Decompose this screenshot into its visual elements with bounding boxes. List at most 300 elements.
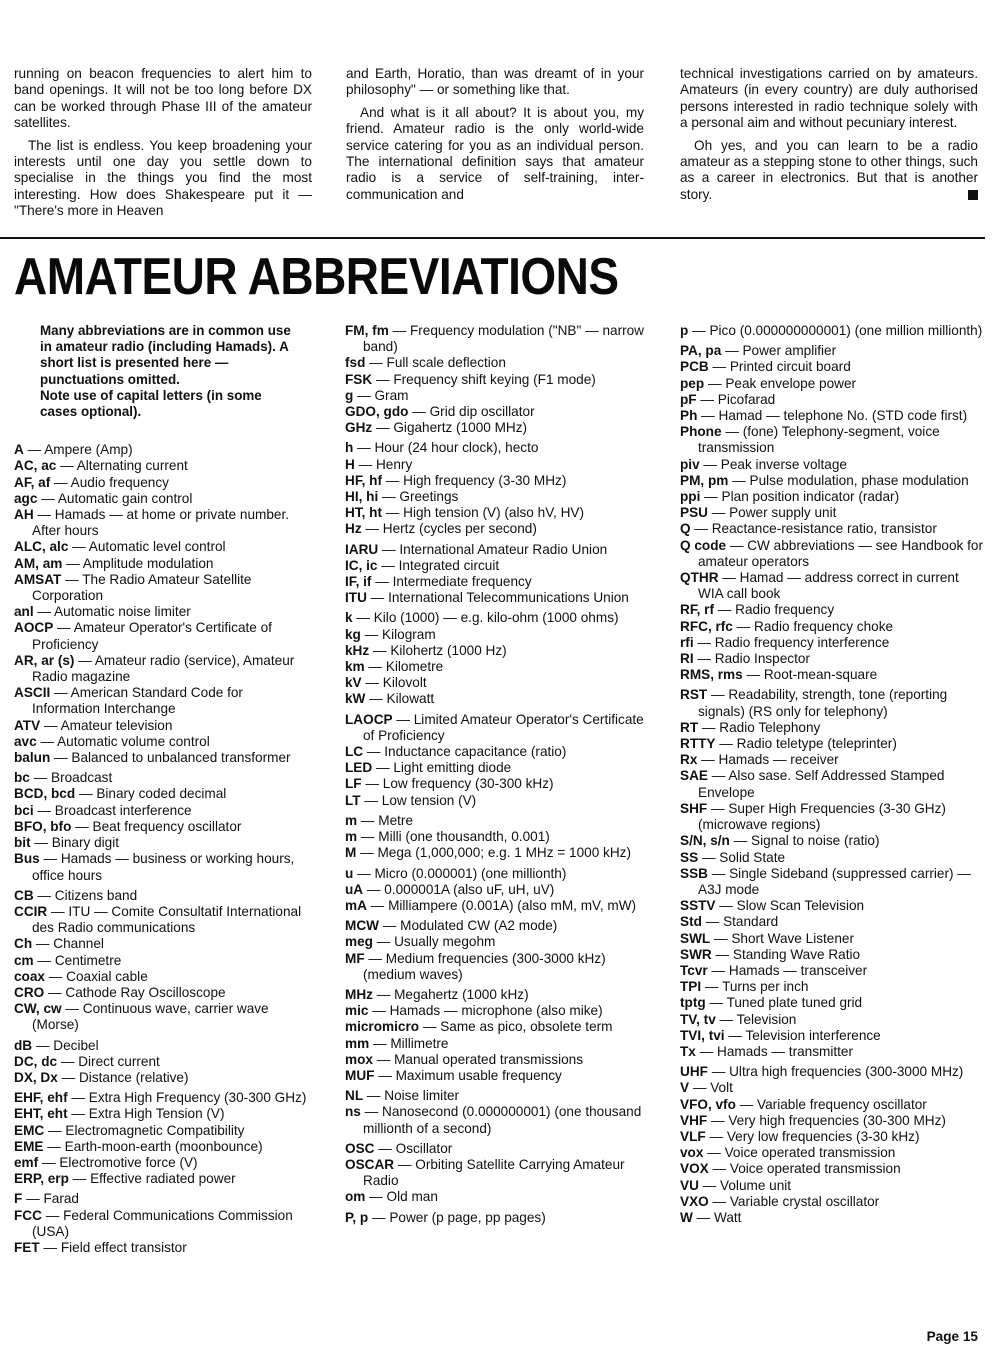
abbreviation-definition: Peak envelope power (725, 375, 857, 391)
intro-paragraph: Oh yes, and you can learn to be a radio amateur as a stepping stone to other things, such as a career in electronics. But that is another story. (680, 137, 978, 202)
entry-separator: — (53, 620, 74, 636)
abbreviation-definition: Automatic level control (88, 539, 226, 555)
abbreviation-definition: Federal Communications Commission (USA) (32, 1207, 293, 1239)
abbreviation-column-1 (14, 323, 314, 1256)
abbreviation-term: AC, ac (14, 458, 57, 474)
abbreviation-term: ASCII (14, 685, 51, 701)
abbreviation-term: BCD, bcd (14, 786, 76, 802)
abbreviation-definition: Usually megohm (394, 934, 496, 950)
abbreviation-term: agc (14, 490, 38, 506)
abbreviation-definition: Cathode Ray Oscilloscope (65, 984, 226, 1000)
abbreviation-term: LT (345, 792, 361, 808)
abbreviation-definition: Distance (relative) (78, 1069, 189, 1085)
abbreviation-definition: Power (p page, pp pages) (389, 1209, 546, 1225)
abbreviation-term: F (14, 1191, 23, 1207)
abbreviation-entry (680, 651, 985, 667)
abbreviation-definition: Radio Telephony (719, 719, 821, 735)
entry-separator: — (705, 1128, 727, 1144)
abbreviation-entry (680, 687, 985, 719)
abbreviation-entry (345, 505, 647, 521)
abbreviation-definition: Hamads — transceiver (728, 962, 868, 978)
abbreviation-entry (680, 602, 985, 618)
abbreviation-entry (345, 404, 647, 420)
abbreviation-list (14, 442, 314, 1256)
abbreviation-definition: Hamads — receiver (718, 752, 839, 768)
entry-separator: — (710, 930, 732, 946)
abbreviation-entry (14, 1054, 314, 1070)
entry-separator: — (40, 717, 61, 733)
abbreviation-term: P, p (345, 1209, 369, 1225)
abbreviation-entry (345, 489, 647, 505)
abbreviation-definition: Reactance-resistance ratio, transistor (711, 521, 937, 537)
abbreviation-term: CB (14, 887, 34, 903)
abbreviation-entry (680, 1161, 985, 1177)
abbreviation-entry (14, 1139, 314, 1155)
abbreviation-definition: Medium frequencies (300-3000 kHz) (medium waves) (363, 950, 606, 982)
abbreviation-entry (14, 1090, 314, 1106)
abbreviation-entry (345, 987, 647, 1003)
abbreviation-entry (14, 904, 314, 936)
entry-separator: — (732, 618, 755, 634)
entry-separator: — (68, 539, 89, 555)
abbreviation-definition: Super High Frequencies (3-30 GHz) (microwave regions) (698, 800, 946, 833)
abbreviation-term: LC (345, 744, 364, 760)
abbreviation-definition: Beat frequency oscillator (92, 818, 242, 834)
abbreviation-definition: High tension (V) (also hV, HV) (403, 505, 584, 521)
abbreviation-entry (14, 734, 314, 750)
abbreviation-definition: Henry (375, 456, 413, 472)
abbreviation-definition: Television interference (745, 1027, 881, 1043)
abbreviation-entry (345, 355, 647, 371)
abbreviation-term: VU (680, 1177, 699, 1193)
entry-separator: — (374, 1140, 396, 1156)
abbreviation-definition: Earth-moon-earth (moonbounce) (64, 1138, 263, 1154)
abbreviation-entry (345, 744, 647, 760)
abbreviation-entry (345, 776, 647, 792)
abbreviation-term: k (345, 610, 353, 626)
abbreviation-definition: Modulated CW (A2 mode) (400, 918, 558, 934)
abbreviation-entry (345, 898, 647, 914)
abbreviation-entry (680, 635, 985, 651)
abbreviation-entry (680, 801, 985, 833)
abbreviation-term: rfi (680, 634, 694, 650)
abbreviation-definition: Peak inverse voltage (720, 456, 847, 472)
entry-separator: — (707, 800, 729, 816)
entry-separator: — (394, 1156, 416, 1172)
abbreviation-term: SSB (680, 865, 708, 881)
abbreviation-entry (14, 936, 314, 952)
abbreviation-entry (680, 898, 985, 914)
abbreviation-entry (14, 653, 314, 685)
abbreviation-definition: Effective radiated power (90, 1171, 236, 1187)
abbreviation-definition: Low frequency (30-300 kHz) (382, 776, 554, 792)
abbreviation-entry (345, 712, 647, 744)
abbreviation-term: avc (14, 733, 37, 749)
abbreviation-term: Ph (680, 408, 698, 424)
abbreviation-term: pep (680, 375, 705, 391)
abbreviation-entry (14, 1001, 314, 1033)
abbreviation-term: PSU (680, 505, 708, 521)
abbreviation-term: EHF, ehf (14, 1090, 68, 1106)
entry-separator: — (368, 1209, 390, 1225)
entry-separator: — (711, 946, 733, 962)
entry-separator: — (354, 456, 376, 472)
abbreviation-entry (14, 888, 314, 904)
entry-separator: — (361, 776, 383, 792)
abbreviation-term: vox (680, 1145, 704, 1161)
abbreviation-term: coax (14, 968, 45, 984)
entry-separator: — (67, 1106, 89, 1122)
abbreviation-entry (680, 1044, 985, 1060)
abbreviation-term: FET (14, 1239, 40, 1255)
abbreviation-entry (345, 1068, 647, 1084)
entry-separator: — (22, 1191, 44, 1207)
abbreviation-term: pF (680, 391, 697, 407)
entry-separator: — (356, 845, 378, 861)
abbreviation-entry (14, 803, 314, 819)
entry-separator: — (708, 1161, 730, 1177)
entry-separator: — (695, 1043, 718, 1059)
entry-separator: — (708, 359, 730, 375)
entry-separator: — (715, 898, 737, 914)
entry-separator: — (715, 1011, 737, 1027)
abbreviation-term: RTTY (680, 736, 716, 752)
abbreviation-definition: Old man (386, 1189, 438, 1205)
abbreviation-entry (345, 1052, 647, 1068)
abbreviation-entry (14, 1191, 314, 1207)
abbreviation-definition: Milliampere (0.001A) (also mM, mV, mW) (388, 897, 637, 913)
abbreviation-definition: Maximum usable frequency (395, 1067, 562, 1083)
abbreviation-definition: Same as pico, obsolete term (440, 1019, 613, 1035)
abbreviation-term: CCIR (14, 903, 48, 919)
abbreviation-definition: Broadcast interference (54, 802, 192, 818)
abbreviation-term: ITU (345, 590, 367, 606)
abbreviation-definition: Very high frequencies (30-300 MHz) (728, 1112, 946, 1128)
intro-column-2 (346, 66, 644, 209)
abbreviation-definition: Nanosecond (0.000000001) (one thousand millionth of a second) (363, 1104, 642, 1136)
entry-separator: — (61, 571, 83, 587)
intro-paragraph: running on beacon frequencies to alert him to band openings. It will not be too long before DX can be worked through Phase III of the amateur satellites. (14, 66, 312, 131)
abbreviation-term: DX, Dx (14, 1069, 58, 1085)
abbreviation-definition: Coaxial cable (66, 968, 148, 984)
abbreviation-term: Bus (14, 851, 40, 867)
abbreviation-entry (680, 667, 985, 683)
abbreviation-definition: Binary coded decimal (96, 786, 227, 802)
abbreviation-entry (14, 458, 314, 474)
abbreviation-entry (680, 963, 985, 979)
abbreviation-term: Std (680, 914, 702, 930)
entry-separator: — (697, 408, 719, 424)
abbreviation-term: MHz (345, 986, 373, 1002)
entry-separator: — (50, 750, 72, 766)
abbreviation-definition: Gram (374, 387, 409, 403)
abbreviation-term: u (345, 865, 354, 881)
entry-separator: — (363, 1088, 385, 1104)
abbreviation-entry (345, 372, 647, 388)
abbreviation-term: h (345, 440, 354, 456)
abbreviation-entry (680, 1178, 985, 1194)
entry-separator: — (378, 918, 401, 934)
abbreviation-definition: Hamads — business or working hours, office hours (32, 851, 295, 883)
abbreviation-definition: Turns per inch (722, 979, 809, 995)
abbreviation-term: bc (14, 770, 30, 786)
entry-separator: — (29, 770, 52, 786)
entry-separator: — (361, 521, 383, 537)
entry-separator: — (44, 1122, 66, 1138)
abbreviation-entry (14, 539, 314, 555)
abbreviation-entry (345, 1210, 647, 1226)
entry-separator: — (728, 472, 750, 488)
abbreviation-entry (14, 819, 314, 835)
entry-separator: — (360, 792, 382, 808)
abbreviation-definition: Television (736, 1011, 797, 1027)
abbreviation-definition: Audio frequency (70, 474, 169, 490)
abbreviation-term: mA (345, 897, 367, 913)
abbreviation-definition: Milli (one thousandth, 0.001) (378, 829, 550, 845)
entry-separator: — (372, 760, 394, 776)
entry-separator: — (75, 786, 97, 802)
abbreviation-definition: Metre (378, 812, 413, 828)
abbreviation-definition: Printed circuit board (729, 359, 851, 375)
abbreviation-definition: Kilo (1000) — e.g. kilo-ohm (1000 ohms) (373, 610, 619, 626)
abbreviation-entry (14, 718, 314, 734)
abbreviation-definition: Frequency shift keying (F1 mode) (393, 371, 596, 387)
abbreviation-list (345, 323, 647, 1226)
entry-separator: — (364, 659, 386, 675)
entry-separator: — (721, 424, 743, 440)
abbreviation-entry (14, 604, 314, 620)
abbreviation-entry (14, 1155, 314, 1171)
abbreviation-entry (14, 507, 314, 539)
entry-separator: — (368, 1003, 390, 1019)
entry-separator: — (689, 1080, 711, 1096)
abbreviation-term: FCC (14, 1207, 42, 1223)
abbreviation-entry (345, 1157, 647, 1189)
entry-separator: — (693, 651, 715, 667)
abbreviation-definition: Hour (24 hour clock), hecto (374, 440, 539, 456)
abbreviation-entry (680, 457, 985, 473)
entry-separator: — (56, 458, 77, 474)
entry-separator: — (688, 323, 710, 338)
abbreviation-entry (14, 1106, 314, 1122)
abbreviation-term: dB (14, 1037, 33, 1053)
abbreviation-definition: 0.000001A (also uF, uH, uV) (384, 881, 555, 897)
abbreviation-term: HI, hi (345, 489, 379, 505)
abbreviation-entry (14, 770, 314, 786)
abbreviation-definition: Ultra high frequencies (300-3000 MHz) (729, 1064, 964, 1080)
entry-separator: — (57, 1053, 79, 1069)
abbreviation-term: kHz (345, 642, 370, 658)
abbreviation-entry (345, 473, 647, 489)
entry-separator: — (61, 1001, 83, 1017)
abbreviation-term: PCB (680, 359, 709, 375)
abbreviation-definition: Hertz (cycles per second) (382, 521, 537, 537)
abbreviation-entry (345, 521, 647, 537)
abbreviation-definition: Variable crystal oscillator (729, 1193, 880, 1209)
abbreviation-entry (680, 995, 985, 1011)
abbreviation-definition: Grid dip oscillator (429, 404, 535, 420)
abbreviation-term: MUF (345, 1067, 375, 1083)
abbreviation-definition: Ampere (Amp) (44, 442, 133, 458)
entry-separator: — (372, 371, 394, 387)
abbreviation-definition: Radio frequency interference (714, 634, 890, 650)
abbreviation-definition: Volt (710, 1080, 733, 1096)
abbreviation-term: RFC, rfc (680, 618, 733, 634)
intro-paragraph: technical investigations carried on by amateurs. Amateurs (in every country) are duly authorised persons interested in radio technique solely with a personal aim and without pecuniary interest. (680, 66, 978, 131)
entry-separator: — (62, 555, 83, 571)
entry-separator: — (366, 897, 389, 913)
entry-separator: — (33, 507, 55, 523)
abbreviation-entry (345, 420, 647, 436)
abbreviation-definition: Plan position indicator (radar) (721, 489, 900, 505)
entry-separator: — (378, 541, 400, 557)
abbreviation-entry (14, 1123, 314, 1139)
abbreviation-entry (680, 914, 985, 930)
entry-separator: — (726, 537, 748, 553)
abbreviation-definition: Manual operated transmissions (394, 1051, 584, 1067)
abbreviation-entry (680, 947, 985, 963)
abbreviation-entry (680, 866, 985, 898)
abbreviation-term: emf (14, 1154, 39, 1170)
entry-separator: — (392, 711, 414, 727)
abbreviation-entry (345, 440, 647, 456)
abbreviation-entry (680, 408, 985, 424)
abbreviation-term: om (345, 1189, 366, 1205)
abbreviation-term: AOCP (14, 620, 54, 636)
entry-separator: — (33, 604, 55, 620)
entry-separator: — (36, 733, 58, 749)
abbreviation-definition: Voice operated transmission (724, 1145, 896, 1161)
entry-separator: — (352, 610, 374, 626)
abbreviation-definition: Kilometre (385, 659, 444, 675)
abbreviation-term: kV (345, 675, 362, 691)
entry-separator: — (360, 626, 383, 642)
intro-paragraph: The list is endless. You keep broadening your interests until one day you settle down to specialise in the things you find the most interesting. How does Shakespeare put it — "There's more in Heaven (14, 137, 312, 219)
abbreviation-definition: Limited Amateur Operator's Certificate of Proficiency (363, 711, 644, 743)
entry-separator: — (363, 744, 385, 760)
abbreviation-entry (345, 1019, 647, 1035)
abbreviation-entry (345, 951, 647, 983)
abbreviation-definition: Balanced to unbalanced transformer (71, 750, 291, 766)
abbreviation-definition: Hamad — telephone No. (STD code first) (718, 408, 968, 424)
entry-separator: — (690, 521, 712, 537)
entry-separator: — (364, 950, 386, 966)
entry-separator: — (74, 652, 95, 668)
abbreviation-term: M (345, 845, 357, 861)
abbreviation-term: TPI (680, 979, 702, 995)
abbreviation-entry (345, 558, 647, 574)
abbreviation-term: mox (345, 1051, 373, 1067)
abbreviation-term: AM, am (14, 555, 63, 571)
abbreviation-term: W (680, 1209, 693, 1225)
abbreviation-entry (680, 505, 985, 521)
abbreviation-term: PM, pm (680, 472, 729, 488)
abbreviation-definition: Broadcast (51, 770, 113, 786)
abbreviation-definition: Greetings (399, 489, 459, 505)
entry-separator: — (701, 914, 724, 930)
abbreviation-definition: Alternating current (76, 458, 188, 474)
abbreviation-term: Rx (680, 752, 698, 768)
abbreviation-entry (345, 829, 647, 845)
abbreviation-term: Q code (680, 537, 727, 553)
abbreviation-term: IF, if (345, 574, 372, 590)
abbreviation-definition: Watt (714, 1209, 742, 1225)
abbreviation-definition: Megahertz (1000 kHz) (394, 986, 529, 1002)
abbreviation-term: SAE (680, 768, 708, 784)
abbreviation-term: Tcvr (680, 962, 708, 978)
abbreviation-entry (14, 1208, 314, 1240)
abbreviation-definition: Farad (43, 1191, 79, 1207)
abbreviation-term: bci (14, 802, 34, 818)
abbreviation-term: RI (680, 651, 694, 667)
abbreviation-term: LAOCP (345, 711, 393, 727)
abbreviation-entry (345, 760, 647, 776)
abbreviation-definition: Electromotive force (V) (59, 1154, 198, 1170)
abbreviation-term: micromicro (345, 1019, 420, 1035)
abbreviation-entry (680, 1113, 985, 1129)
entry-separator: — (729, 833, 752, 849)
abbreviation-definition: Centimetre (54, 952, 122, 968)
abbreviation-term: Ch (14, 936, 33, 952)
abbreviation-term: anl (14, 604, 34, 620)
abbreviation-definition: International Amateur Radio Union (399, 541, 608, 557)
abbreviation-entry (14, 1070, 314, 1086)
abbreviation-term: ATV (14, 717, 41, 733)
entry-separator: — (357, 812, 379, 828)
abbreviation-term: m (345, 829, 358, 845)
abbreviation-definition: Also sase. Self Addressed Stamped Envelope (698, 768, 945, 800)
entry-separator: — (408, 404, 430, 420)
abbreviation-definition: Kilogram (382, 626, 436, 642)
entry-separator: — (697, 752, 719, 768)
abbreviation-term: IARU (345, 541, 379, 557)
abbreviation-definition: Automatic noise limiter (54, 604, 191, 620)
abbreviation-term: EME (14, 1138, 44, 1154)
intro-column-3 (680, 66, 978, 209)
abbreviation-term: Tx (680, 1043, 696, 1059)
abbreviation-definition: Amplitude modulation (82, 555, 214, 571)
abbreviation-definition: Gigahertz (1000 MHz) (393, 420, 528, 436)
abbreviation-term: fsd (345, 355, 366, 371)
entry-separator: — (37, 490, 58, 506)
entry-separator: — (372, 934, 395, 950)
abbreviation-entry (345, 627, 647, 643)
abbreviation-definition: Automatic volume control (57, 733, 210, 749)
abbreviation-term: GDO, gdo (345, 404, 409, 420)
abbreviation-entry (345, 675, 647, 691)
entry-separator: — (353, 387, 375, 403)
entry-separator: — (361, 675, 383, 691)
abbreviation-definition: American Standard Code for Information Interchange (32, 685, 243, 717)
abbreviation-term: VHF (680, 1112, 708, 1128)
entry-separator: — (44, 984, 66, 1000)
entry-separator: — (360, 1104, 383, 1120)
abbreviation-term: SSTV (680, 898, 716, 914)
abbreviation-term: FSK (345, 371, 373, 387)
page-title: AMATEUR ABBREVIATIONS (14, 247, 619, 306)
abbreviation-term: piv (680, 456, 700, 472)
abbreviation-term: SS (680, 849, 699, 865)
abbreviation-definition: Readability, strength, tone (reporting signals) (RS only for telephony) (698, 687, 948, 719)
abbreviation-entry (680, 752, 985, 768)
entry-separator: — (382, 472, 404, 488)
entry-separator: — (365, 1189, 387, 1205)
entry-separator: — (39, 851, 61, 867)
abbreviation-entry (345, 1036, 647, 1052)
entry-separator: — (32, 936, 54, 952)
entry-separator: — (32, 1037, 54, 1053)
abbreviation-term: HF, hf (345, 472, 382, 488)
